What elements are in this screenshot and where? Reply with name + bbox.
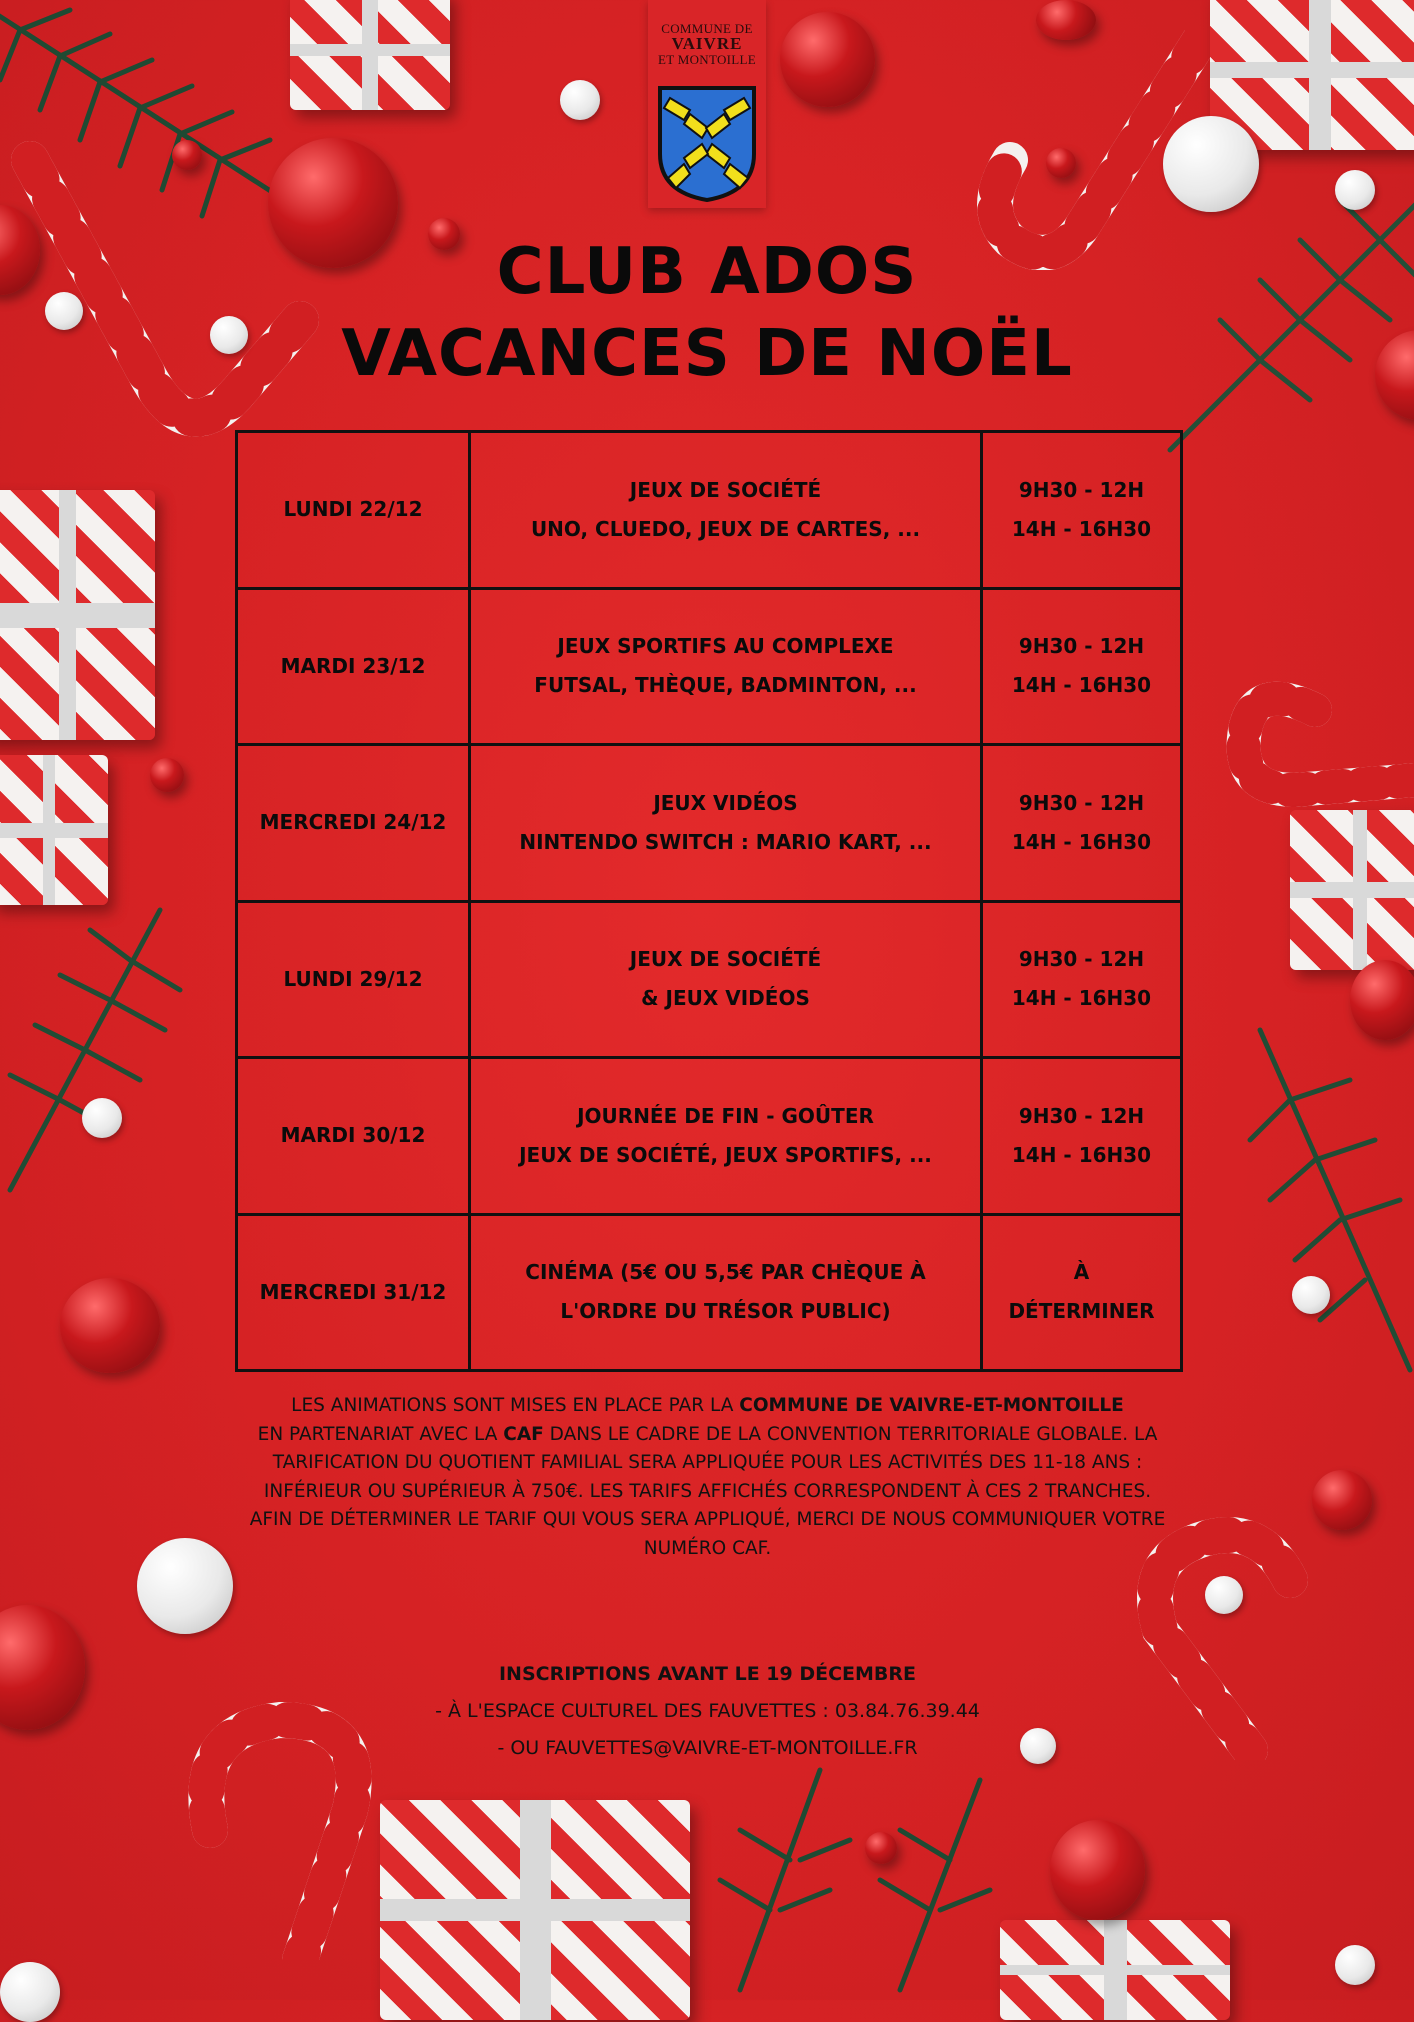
activity-title: JOURNÉE DE FIN - GOÛTER [577, 1103, 874, 1128]
ornament-icon [1036, 0, 1096, 40]
gift-box-icon [0, 755, 108, 905]
ornament-icon [60, 1278, 160, 1373]
ornament-icon [1050, 1820, 1145, 1920]
time-morning: 9H30 - 12H [1018, 634, 1145, 659]
table-row [237, 1214, 1182, 1371]
pearl-ornament-icon [1335, 1945, 1375, 1985]
pearl-ornament-icon [1163, 116, 1259, 212]
activity-detail: L'ORDRE DU TRÉSOR PUBLIC) [560, 1299, 891, 1324]
pine-branch-right [1240, 1020, 1414, 1380]
day-cell: LUNDI 29/12 [237, 901, 470, 1058]
table-row [237, 1058, 1182, 1215]
activity-title: JEUX SPORTIFS AU COMPLEXE [557, 634, 894, 659]
gift-box-icon [1000, 1920, 1230, 2020]
gift-box-icon [1210, 0, 1414, 150]
time-afternoon: 14H - 16H30 [1011, 1142, 1152, 1167]
pine-branch-bottom [700, 1760, 1020, 2000]
gift-box-icon [290, 0, 450, 110]
candy-cane-icon [1215, 600, 1414, 820]
activity-cell [470, 901, 982, 1058]
commune-logo [648, 0, 766, 208]
time-cell [982, 432, 1182, 589]
ornament-icon [1312, 1470, 1372, 1530]
day-cell: MERCREDI 24/12 [237, 745, 470, 902]
activity-cell [470, 1058, 982, 1215]
table-row [237, 901, 1182, 1058]
gift-box-icon [380, 1800, 690, 2020]
info-paragraph [240, 1392, 1175, 1563]
activity-detail: UNO, CLUEDO, JEUX DE CARTES, ... [530, 516, 921, 541]
registration-block [240, 1656, 1175, 1767]
ornament-icon [1350, 960, 1414, 1040]
time-cell [982, 1058, 1182, 1215]
activity-title: JEUX DE SOCIÉTÉ [629, 947, 822, 972]
activity-cell [470, 745, 982, 902]
table-row [237, 588, 1182, 745]
registration-phone: - À L'ESPACE CULTUREL DES FAUVETTES : 03.84.76.39.44 [435, 1700, 980, 1722]
info-text-3: DANS LE CADRE DE LA CONVENTION TERRITORIALE GLOBALE. LA TARIFICATION DU QUOTIENT FAMILIAL SERA APPLIQUÉE POUR LES ACTIVITÉS DES 11-18 ANS : INFÉRIEUR OU SUPÉRIEUR À 750€. LES TARIFS AFFICHÉS CORRESPONDENT À CES 2 TRANCHES. AFIN DE DÉTERMINER LE TARIF QUI VOUS SERA APPLIQUÉ, MERCI DE NOUS COMMUNIQUER VOTRE NUMÉRO CAF. [249, 1423, 1166, 1559]
table-row [237, 745, 1182, 902]
pine-branch-top-left [0, 0, 340, 250]
day-cell: MARDI 30/12 [237, 1058, 470, 1215]
info-text-2: EN PARTENARIAT AVEC LA [257, 1423, 504, 1445]
schedule-table [235, 430, 1183, 1372]
time-afternoon: 14H - 16H30 [1011, 673, 1152, 698]
ornament-icon [1046, 148, 1076, 178]
pearl-ornament-icon [560, 80, 600, 120]
ornament-icon [172, 140, 202, 170]
pearl-ornament-icon [1292, 1276, 1330, 1314]
time-cell [982, 901, 1182, 1058]
poster-title-line-1: CLUB ADOS [496, 235, 918, 309]
info-text-1: LES ANIMATIONS SONT MISES EN PLACE PAR LA [291, 1395, 740, 1416]
gift-box-icon [0, 490, 155, 740]
time-afternoon: 14H - 16H30 [1011, 516, 1152, 541]
caf-name: CAF [503, 1423, 544, 1445]
time-line-1: À [1073, 1260, 1090, 1285]
day-cell: MARDI 23/12 [237, 588, 470, 745]
time-morning: 9H30 - 12H [1018, 477, 1145, 502]
activity-detail: NINTENDO SWITCH : MARIO KART, ... [519, 829, 932, 854]
activity-detail: & JEUX VIDÉOS [641, 986, 810, 1011]
day-cell: MERCREDI 31/12 [237, 1214, 470, 1371]
pearl-ornament-icon [1335, 170, 1375, 210]
time-cell [982, 745, 1182, 902]
activity-cell [470, 432, 982, 589]
activity-cell [470, 1214, 982, 1371]
time-cell [982, 588, 1182, 745]
logo-line-1: COMMUNE DE [661, 21, 753, 36]
time-afternoon: 14H - 16H30 [1011, 829, 1152, 854]
pearl-ornament-icon [137, 1538, 233, 1634]
activity-cell [470, 588, 982, 745]
logo-text [648, 22, 766, 66]
registration-email: - OU FAUVETTES@VAIVRE-ET-MONTOILLE.FR [497, 1737, 918, 1759]
time-cell [982, 1214, 1182, 1371]
registration-heading: INSCRIPTIONS AVANT LE 19 DÉCEMBRE [498, 1663, 917, 1685]
time-morning: 9H30 - 12H [1018, 790, 1145, 815]
time-morning: 9H30 - 12H [1018, 947, 1145, 972]
ornament-icon [150, 758, 184, 792]
pine-branch-left [0, 900, 190, 1200]
gift-box-icon [1290, 810, 1414, 970]
pearl-ornament-icon [0, 1962, 60, 2022]
activity-title: JEUX DE SOCIÉTÉ [629, 477, 822, 502]
ornament-icon [780, 12, 875, 107]
candy-cane-icon [960, 30, 1220, 270]
logo-line-3: ET MONTOILLE [657, 52, 757, 67]
logo-line-2: VAIVRE [671, 34, 743, 53]
activity-title: CINÉMA (5€ OU 5,5€ PAR CHÈQUE À [525, 1260, 926, 1285]
pearl-ornament-icon [82, 1098, 122, 1138]
activity-detail: FUTSAL, THÈQUE, BADMINTON, ... [534, 673, 917, 698]
day-cell: LUNDI 22/12 [237, 432, 470, 589]
time-line-2: DÉTERMINER [1008, 1299, 1155, 1324]
commune-name: COMMUNE DE VAIVRE-ET-MONTOILLE [739, 1395, 1124, 1416]
activity-detail: JEUX DE SOCIÉTÉ, JEUX SPORTIFS, ... [519, 1142, 932, 1167]
ornament-icon [0, 1605, 85, 1730]
coat-of-arms-icon [656, 84, 758, 202]
activity-title: JEUX VIDÉOS [653, 790, 798, 815]
time-morning: 9H30 - 12H [1018, 1103, 1145, 1128]
poster-title-line-2: VACANCES DE NOËL [341, 317, 1073, 391]
ornament-icon [865, 1832, 897, 1864]
table-row [237, 432, 1182, 589]
pearl-ornament-icon [1205, 1576, 1243, 1614]
time-afternoon: 14H - 16H30 [1011, 986, 1152, 1011]
